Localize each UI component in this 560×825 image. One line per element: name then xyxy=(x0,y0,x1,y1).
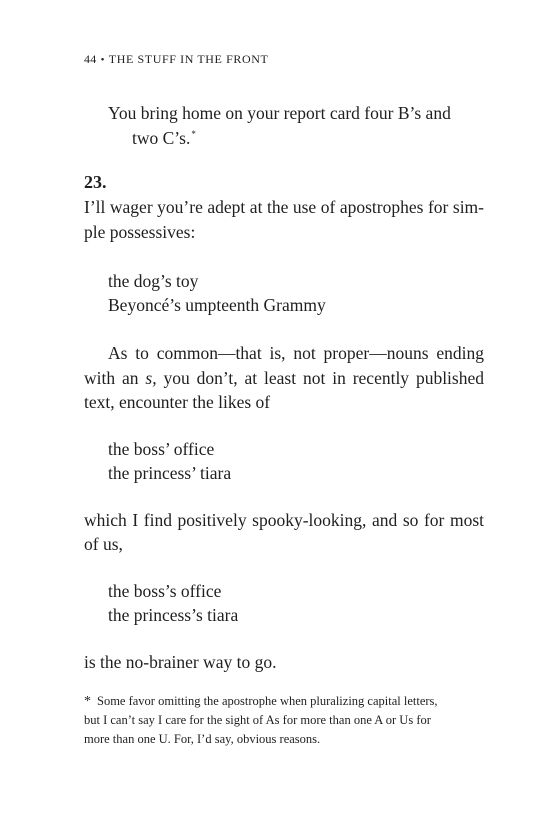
example-line: the princess’s tiara xyxy=(108,605,239,625)
example-line: the dog’s toy xyxy=(108,271,199,291)
paragraph-line: text, encounter the likes of xyxy=(84,392,271,412)
paragraph-line: ple possessives: xyxy=(84,222,196,242)
paragraph-line: is the no-brainer way to go. xyxy=(84,652,277,672)
italic-letter: s, xyxy=(145,368,157,388)
running-header xyxy=(84,52,268,67)
example-line-text: two C’s. xyxy=(132,128,191,148)
footnote-reference: * xyxy=(191,129,196,140)
example-line-continued xyxy=(132,126,196,150)
example-line: the boss’ office xyxy=(108,439,215,459)
running-title: THE STUFF IN THE FRONT xyxy=(108,52,269,66)
footnote-line: but I can’t say I care for the sight of As for more than one A or Us for xyxy=(84,713,431,727)
section-number: 23. xyxy=(84,172,107,192)
example-line: Beyoncé’s umpteenth Grammy xyxy=(108,295,326,315)
footnote-line: more than one U. For, I’d say, obvious reasons. xyxy=(84,732,321,746)
page-number: 44 xyxy=(84,52,97,66)
header-bullet: • xyxy=(100,54,105,66)
example-line: the princess’ tiara xyxy=(108,463,232,483)
example-line: You bring home on your report card four B’s and xyxy=(108,103,451,123)
example-line: the boss’s office xyxy=(108,581,222,601)
paragraph-line: which I find positively spooky-looking, and so for most xyxy=(84,510,484,530)
paragraph-line: of us, xyxy=(84,534,123,554)
footnote-marker: * xyxy=(84,694,91,709)
paragraph-line: I’ll wager you’re adept at the use of apostrophes for sim- xyxy=(84,197,484,217)
footnote-text: Some favor omitting the apostrophe when pluralizing capital letters, xyxy=(97,694,438,708)
paragraph-line: As to common—that is, not proper—nouns ending xyxy=(108,343,484,363)
paragraph-line xyxy=(84,366,484,390)
paragraph-text: with an xyxy=(84,368,146,388)
footnote-line xyxy=(84,692,438,711)
paragraph-text: you don’t, at least not in recently published xyxy=(156,368,484,388)
